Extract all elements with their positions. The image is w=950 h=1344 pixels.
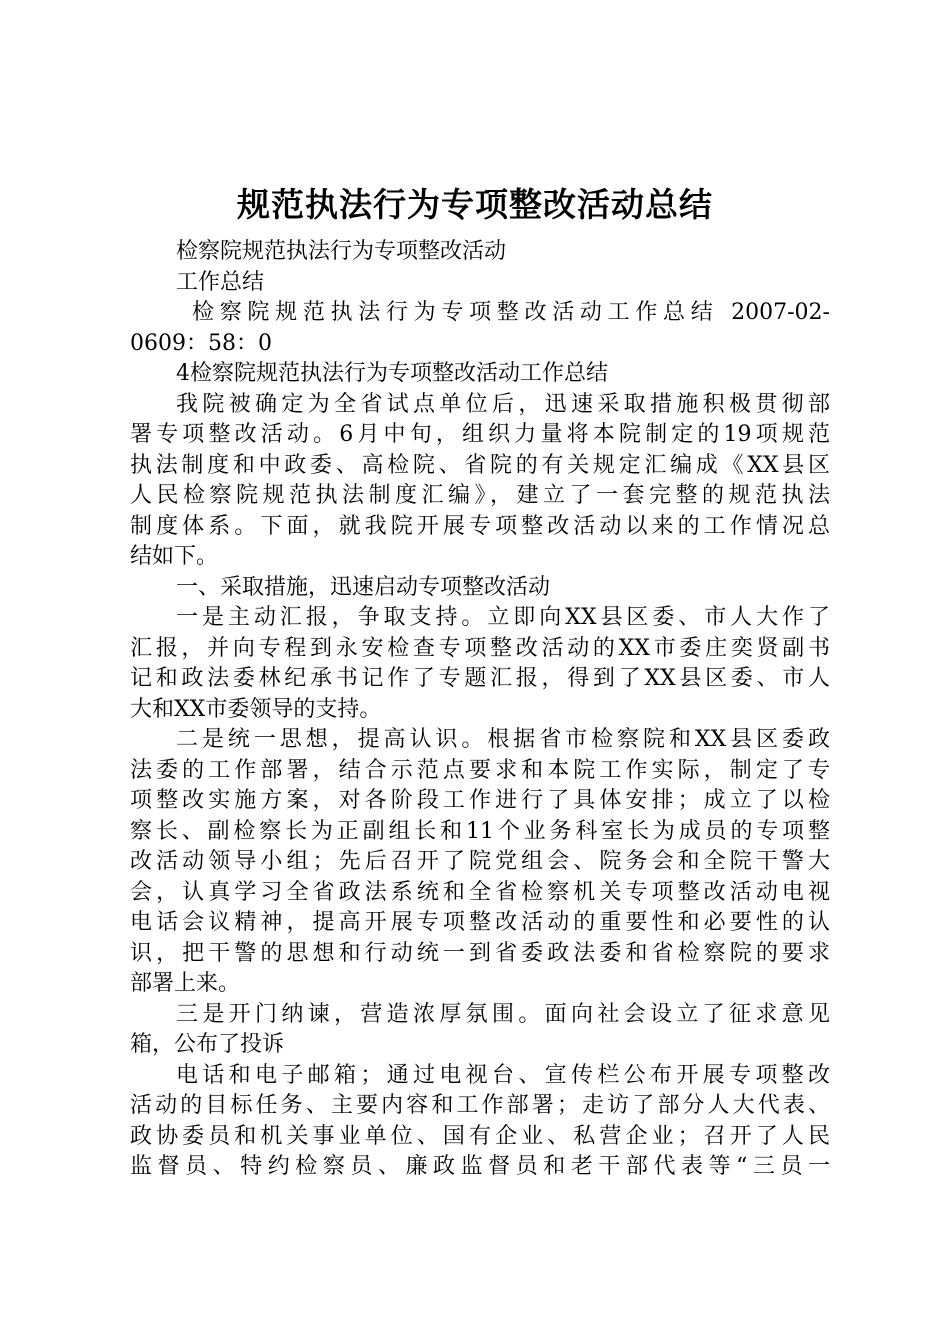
text-line: 署专项整改活动。6月中旬，组织力量将本院制定的19项规范	[130, 422, 830, 447]
text-line: 电话会议精神，提高开展专项整改活动的重要性和必要性的认	[130, 910, 830, 935]
document-title: 规范执法行为专项整改活动总结	[237, 185, 713, 224]
text-line: 箱，公布了投诉	[130, 1032, 285, 1057]
text-line: 0609：58：0	[130, 330, 272, 356]
text-line: 活动的目标任务、主要内容和工作部署；走访了部分人大代表、	[130, 1093, 830, 1118]
text-line: 政协委员和机关事业单位、国有企业、私营企业；召开了人民	[130, 1123, 830, 1149]
text-line: 制度体系。下面，就我院开展专项整改活动以来的工作情况总	[130, 513, 830, 539]
text-line: 检察院规范执法行为专项整改活动工作总结 2007-02-	[192, 300, 830, 325]
text-line: 三是开门纳谏，营造浓厚氛围。面向社会设立了征求意见	[176, 1001, 830, 1027]
text-line: 部署上来。	[130, 971, 241, 996]
text-line: 察长、副检察长为正副组长和11个业务科室长为成员的专项整	[130, 818, 830, 844]
text-line: 监督员、特约检察员、廉政监督员和老干部代表等“三员一	[130, 1154, 830, 1179]
text-line: 一、采取措施，迅速启动专项整改活动	[176, 574, 551, 600]
text-line: 大和XX市委领导的支持。	[130, 696, 382, 722]
text-line: 执法制度和中政委、高检院、省院的有关规定汇编成《XX县区	[130, 452, 830, 478]
text-line: 识，把干警的思想和行动统一到省委政法委和省检察院的要求	[130, 940, 830, 966]
text-line: 法委的工作部署，结合示范点要求和本院工作实际，制定了专	[130, 757, 830, 783]
text-line: 检察院规范执法行为专项整改活动	[176, 239, 507, 264]
text-line: 人民检察院规范执法制度汇编》，建立了一套完整的规范执法	[130, 483, 830, 508]
document-body	[130, 237, 830, 1183]
text-line: 工作总结	[176, 269, 265, 295]
text-line: 我院被确定为全省试点单位后，迅速采取措施积极贯彻部	[176, 391, 830, 417]
text-line: 汇报，并向专程到永安检查专项整改活动的XX市委庄奕贤副书	[130, 635, 830, 661]
text-line: 项整改实施方案，对各阶段工作进行了具体安排；成立了以检	[130, 788, 830, 813]
text-line: 4检察院规范执法行为专项整改活动工作总结	[176, 361, 608, 386]
text-line: 二是统一思想，提高认识。根据省市检察院和XX县区委政	[176, 727, 830, 752]
text-line: 改活动领导小组；先后召开了院党组会、院务会和全院干警大	[130, 849, 830, 874]
text-line: 记和政法委林纪承书记作了专题汇报，得到了XX县区委、市人	[130, 666, 830, 691]
text-line: 会，认真学习全省政法系统和全省检察机关专项整改活动电视	[130, 879, 830, 905]
text-line: 结如下。	[130, 544, 219, 569]
text-line: 一是主动汇报，争取支持。立即向XX县区委、市人大作了	[176, 605, 830, 630]
text-line: 电话和电子邮箱；通过电视台、宣传栏公布开展专项整改	[176, 1062, 830, 1088]
